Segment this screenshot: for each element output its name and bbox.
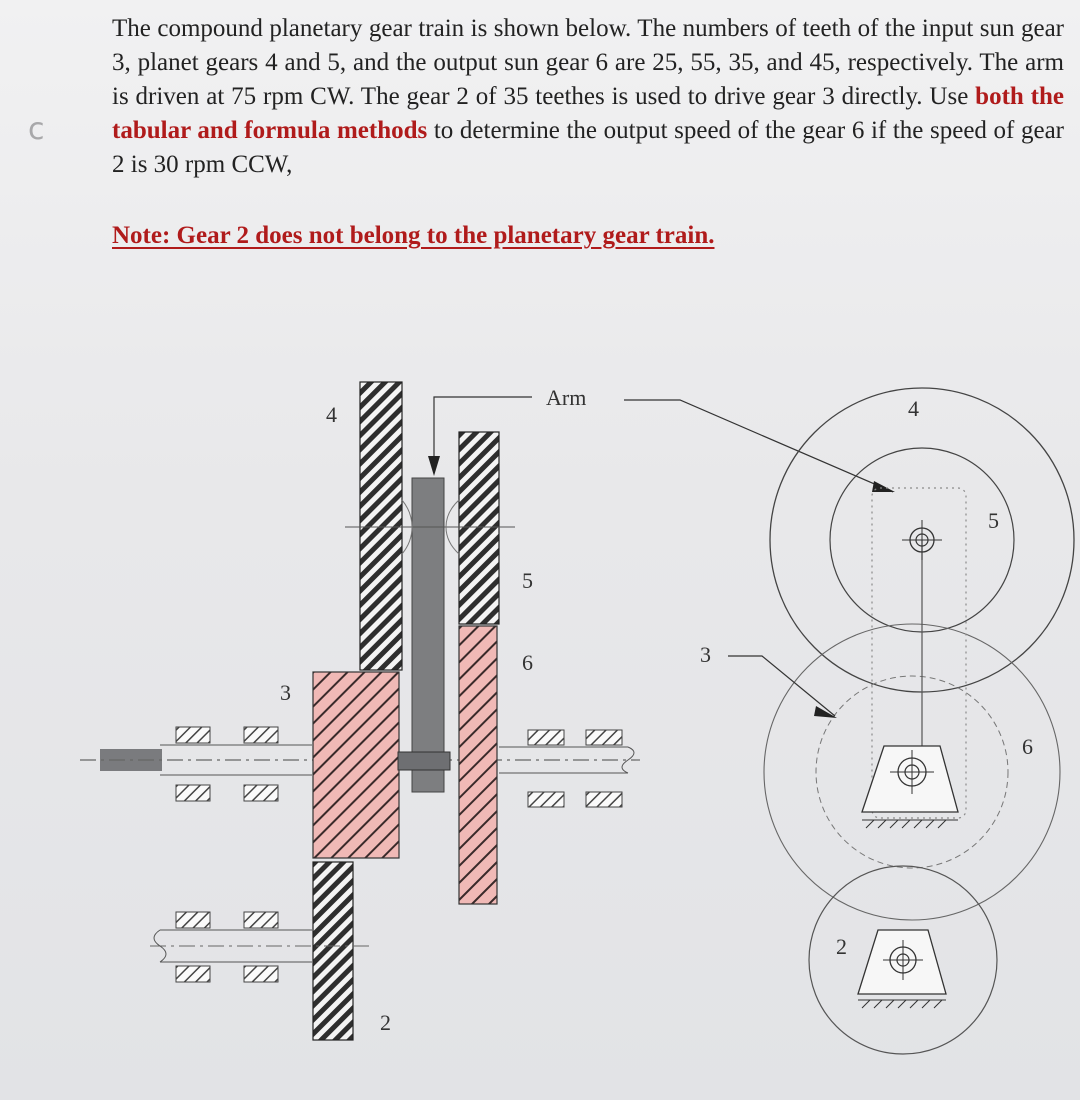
side-view [80, 382, 640, 1040]
arm-hub [398, 752, 450, 770]
label-gear-5: 5 [522, 568, 533, 593]
bearing-block [176, 727, 210, 743]
problem-text-1: The compound planetary gear train is shown below. The numbers of teeth of the input sun gear 3, planet gears 4 and 5, and the output sun gear 6 are 25, 55, 35, and 45, respectively. The arm is driven at 75 rpm CW. The gear 2 of 35 teethes is used to drive gear 3 directly. Use [112, 15, 1064, 110]
bearing-block [586, 792, 622, 807]
front-label-gear-2: 2 [836, 934, 847, 959]
problem-emphasis: both the tabular and formula methods [112, 83, 1064, 144]
bearing-block [244, 912, 278, 928]
label-gear-4: 4 [326, 402, 337, 427]
gear-6-section [459, 626, 497, 904]
gear-3-front-leader [728, 656, 835, 716]
front-label-gear-4: 4 [908, 396, 919, 421]
problem-note: Note: Gear 2 does not belong to the planetary gear train. [112, 222, 715, 249]
front-label-gear-5: 5 [988, 508, 999, 533]
bearing-block [244, 966, 278, 982]
label-gear-6: 6 [522, 650, 533, 675]
front-label-gear-3: 3 [700, 642, 711, 667]
bearing-block [176, 912, 210, 928]
gear-4-section [360, 382, 402, 670]
problem-text-2: to determine the output speed of the gear 6 if the speed of gear 2 is 30 rpm CCW, [112, 117, 1064, 178]
bearing-block [528, 792, 564, 807]
bearing-block [176, 785, 210, 801]
bearing-block [176, 966, 210, 982]
gear-2-section [313, 862, 353, 1040]
arm-front-arrow [872, 481, 895, 492]
gear-5-section [459, 432, 499, 624]
label-arm: Arm [546, 385, 587, 410]
arm-leader-arrow [428, 456, 440, 476]
label-gear-3: 3 [280, 680, 291, 705]
gear-4-center-mark [902, 520, 942, 560]
bearing-block [244, 727, 278, 743]
front-label-gear-6: 6 [1022, 734, 1033, 759]
gear-2-bearing-support [858, 930, 946, 1008]
gear-3-bearing-support [862, 746, 958, 828]
front-view [624, 388, 1074, 1054]
bearing-block [528, 730, 564, 745]
label-gear-2: 2 [380, 1010, 391, 1035]
margin-mark: c [28, 112, 45, 147]
bearing-block [586, 730, 622, 745]
bearing-block [244, 785, 278, 801]
arm-front-leader [624, 400, 893, 492]
gear-3-section [313, 672, 399, 858]
arm-section [412, 478, 444, 792]
